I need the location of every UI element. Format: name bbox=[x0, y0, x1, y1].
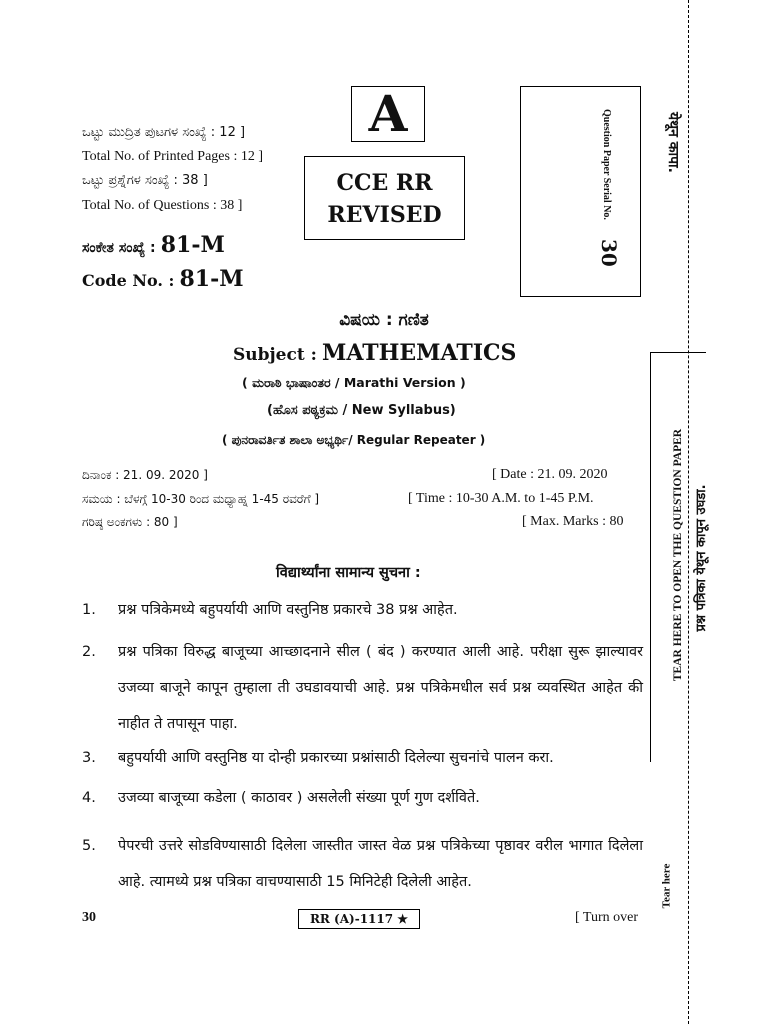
exam-title-box bbox=[304, 156, 465, 240]
printed-pages-kannada: ಒಟ್ಟು ಮುದ್ರಿತ ಪುಟಗಳ ಸಂಖ್ಯೆ : 12 ] bbox=[82, 125, 246, 140]
total-questions-english: Total No. of Questions : 38 ] bbox=[82, 198, 243, 213]
turn-over-label: [ Turn over bbox=[575, 910, 639, 925]
serial-number-box bbox=[520, 86, 641, 297]
date-kannada: ದಿನಾಂಕ : 21. 09. 2020 ] bbox=[82, 468, 208, 482]
subject-label: Subject : bbox=[233, 345, 317, 365]
subject-kannada-text: ವಿಷಯ : ಗಣಿತ bbox=[339, 310, 429, 330]
code-kannada-value: 81-M bbox=[160, 232, 225, 258]
item-text: पेपरची उत्तरे सोडविण्यासाठी दिलेला जास्तीत जास्त वेळ प्रश्न पत्रिकेच्या पृष्ठावर वरील भागात दिलेला आहे. त्यामध्ये प्रश्न पत्रिका वाचण्यासाठी 15 मिनिटेही दिलेली आहेत. bbox=[118, 838, 643, 890]
time-english: [ Time : 10-30 A.M. to 1-45 P.M. bbox=[408, 491, 594, 506]
item-text: उजव्या बाजूच्या कडेला ( काठावर ) असलेली संख्या पूर्ण गुण दर्शविते. bbox=[118, 790, 480, 806]
exam-title-line2: REVISED bbox=[327, 202, 442, 228]
repeater-line: ( ಪುನರಾವರ್ತಿತ ಶಾಲಾ ಅಭ್ಯರ್ಥಿ/ Regular Repeater ) bbox=[222, 433, 486, 447]
syllabus-line: (ಹೊಸ ಪಠ್ಯಕ್ರಮ / New Syllabus) bbox=[267, 403, 456, 418]
item-number: 5. bbox=[82, 838, 96, 854]
time-kannada: ಸಮಯ : ಬೆಳಗ್ಗೆ 10-30 ರಿಂದ ಮಧ್ಯಾಹ್ನ 1-45 ರವರೆಗೆ ] bbox=[82, 492, 320, 506]
tear-here-box bbox=[650, 352, 709, 762]
version-line: ( ಮರಾಠಿ ಭಾಷಾಂತರ / Marathi Version ) bbox=[242, 375, 466, 390]
item-number: 3. bbox=[82, 750, 96, 766]
footer-page-number: 30 bbox=[82, 910, 96, 925]
serial-label: Question Paper Serial No. bbox=[601, 109, 612, 220]
item-text: प्रश्न पत्रिकेमध्ये बहुपर्यायी आणि वस्तुनिष्ठ प्रकारचे 38 प्रश्न आहेत. bbox=[118, 602, 458, 618]
item-text: बहुपर्यायी आणि वस्तुनिष्ठ या दोन्ही प्रकारच्या प्रश्नांसाठी दिलेल्या सुचनांचे पालन करा. bbox=[118, 750, 554, 766]
tear-here-marathi: प्रश्न पत्रिका येथून कापून उघडा. bbox=[694, 484, 709, 632]
code-kannada-label: ಸಂಕೇತ ಸಂಖ್ಯೆ : bbox=[82, 240, 156, 256]
item-number: 4. bbox=[82, 790, 96, 806]
printed-pages-english: Total No. of Printed Pages : 12 ] bbox=[82, 149, 263, 164]
subject-english bbox=[233, 340, 516, 366]
subject-kannada bbox=[0, 310, 768, 330]
item-text: प्रश्न पत्रिका विरुद्ध बाजूच्या आच्छादनाने सील ( बंद ) करण्यात आली आहे. परीक्षा सुरू झाल्यावर उजव्या बाजूने कापून तुम्हाला ती उघडावयाची आहे. प्रश्न पत्रिकेमधील सर्व प्रश्न व्यवस्थित आहेत की नाहीत ते तपासून पाहा. bbox=[118, 644, 643, 732]
code-english-value: 81-M bbox=[179, 266, 244, 292]
question-set-box: A bbox=[351, 86, 425, 142]
exam-title-line1: CCE RR bbox=[336, 170, 433, 196]
code-english-label: Code No. : bbox=[82, 271, 175, 290]
max-marks-kannada: ಗರಿಷ್ಠ ಅಂಕಗಳು : 80 ] bbox=[82, 515, 178, 529]
serial-value: 30 bbox=[597, 239, 621, 267]
code-number-kannada bbox=[82, 232, 225, 258]
item-number: 1. bbox=[82, 602, 96, 618]
tear-here-english: TEAR HERE TO OPEN THE QUESTION PAPER bbox=[672, 428, 684, 682]
cut-line[interactable] bbox=[688, 0, 689, 1024]
code-number-english bbox=[82, 266, 244, 292]
tear-here-short: Tear here bbox=[660, 863, 673, 909]
footer-paper-code: RR (A)-1117 ★ bbox=[298, 909, 420, 929]
total-questions-kannada: ಒಟ್ಟು ಪ್ರಶ್ನೆಗಳ ಸಂಖ್ಯೆ : 38 ] bbox=[82, 173, 208, 188]
date-english: [ Date : 21. 09. 2020 bbox=[492, 467, 608, 482]
max-marks-english: [ Max. Marks : 80 bbox=[522, 514, 624, 529]
instructions-heading: विद्यार्थ्यांना सामान्य सुचना : bbox=[276, 565, 421, 581]
subject-value: MATHEMATICS bbox=[321, 340, 517, 366]
cut-here-marathi: येथून कापा. bbox=[665, 112, 681, 173]
item-number: 2. bbox=[82, 644, 96, 660]
